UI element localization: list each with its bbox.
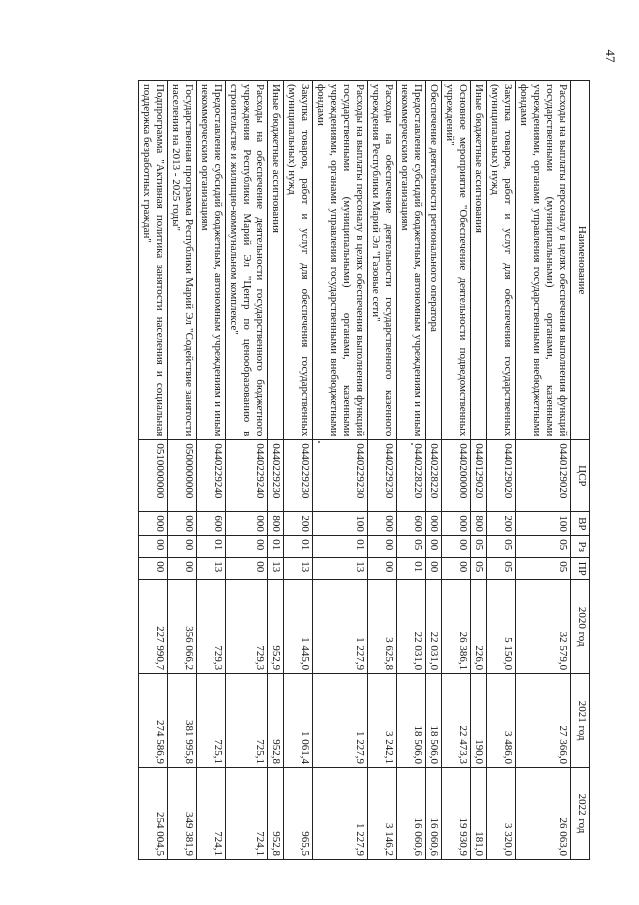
row-value-2020: 32 579,0 [516,580,571,674]
table-row [471,81,487,860]
row-value-2022: 3 146,2 [368,768,397,860]
row-rz: 00 [442,536,471,558]
row-pr: 00 [442,558,471,580]
row-pr: 05 [471,558,487,580]
row-name: Расходы на обеспечение деятельности государственного казенного учреждения Республики Марий Эл "Газовые сети" [368,81,397,440]
row-csr: 0440229230 [368,440,397,512]
row-value-2022: 181,0 [471,768,487,860]
row-name: Расходы на выплаты персоналу в целях обеспечения выполнения функций государственными (муниципальными) органами, казенными учреждениями, органами управления государственными внебюджетными фондами [313,81,368,440]
row-value-2020: 952,9 [268,580,284,674]
row-value-2022: 16 060,6 [426,768,442,860]
table-row [313,81,368,860]
row-name: Закупка товаров, работ и услуг для обеспечения государственных (муниципальных) нужд [487,81,516,440]
row-value-2021: 1 061,4 [284,674,313,768]
row-rz: 00 [168,536,197,558]
row-rz: 01 [284,536,313,558]
row-rz: 01 [268,536,284,558]
row-vr: 000 [368,512,397,536]
row-csr: 0440129020 [471,440,487,512]
row-value-2022: 965,5 [284,768,313,860]
row-vr: 000 [226,512,268,536]
header-vr: ВР [571,512,590,536]
row-name: Предоставление субсидий бюджетным, автономным учреждениям и иным некоммерческим организациям [197,81,226,440]
row-value-2020: 1 445,0 [284,580,313,674]
row-csr: 0440229240 [226,440,268,512]
header-2022: 2022 год [571,768,590,860]
row-value-2020: 3 625,8 [368,580,397,674]
row-value-2021: 190,0 [471,674,487,768]
table-row [516,81,571,860]
row-pr: 05 [487,558,516,580]
row-name: Иные бюджетные ассигнования [471,81,487,440]
row-name: Подпрограмма "Активная политика занятости населения и социальная поддержка безработных граждан" [139,81,168,440]
row-value-2020: 729,3 [226,580,268,674]
header-row [571,81,590,860]
row-pr: 00 [426,558,442,580]
table-row [197,81,226,860]
header-name: Наименование [571,81,590,440]
row-pr: 00 [139,558,168,580]
row-name: Государственная программа Республики Марий Эл "Содействие занятости населения на 2013 - 2025 годы" [168,81,197,440]
row-csr: 0440129020 [487,440,516,512]
row-pr: 13 [268,558,284,580]
table-row [268,81,284,860]
table-row [284,81,313,860]
row-rz: 05 [516,536,571,558]
row-value-2022: 26 063,0 [516,768,571,860]
row-csr: 0440229230 [313,440,368,512]
row-vr: 600 [197,512,226,536]
row-value-2020: 1 227,9 [313,580,368,674]
table-row [397,81,426,860]
row-vr: 000 [168,512,197,536]
row-csr: 0440200000 [442,440,471,512]
row-value-2021: 381 995,8 [168,674,197,768]
row-value-2021: 1 227,9 [313,674,368,768]
header-pr: ПР [571,558,590,580]
row-pr: 00 [226,558,268,580]
row-value-2022: 724,1 [226,768,268,860]
row-rz: 00 [139,536,168,558]
row-pr: 13 [284,558,313,580]
row-value-2021: 3 242,1 [368,674,397,768]
row-value-2021: 274 586,9 [139,674,168,768]
row-value-2020: 226,0 [471,580,487,674]
budget-table-rotated [70,80,590,860]
budget-table [138,80,590,860]
row-vr: 800 [471,512,487,536]
row-value-2022: 1 227,9 [313,768,368,860]
table-row [442,81,471,860]
row-csr: 0440229240 [197,440,226,512]
row-value-2021: 27 366,0 [516,674,571,768]
table-row [139,81,168,860]
table-row [487,81,516,860]
row-vr: 200 [284,512,313,536]
row-pr: 01 [397,558,426,580]
table-row [226,81,268,860]
row-value-2022: 254 004,5 [139,768,168,860]
row-pr: 13 [313,558,368,580]
row-value-2022: 3 320,0 [487,768,516,860]
row-value-2020: 26 386,1 [442,580,471,674]
row-value-2020: 227 990,7 [139,580,168,674]
row-vr: 000 [139,512,168,536]
row-vr: 600 [397,512,426,536]
page-number: 47 [603,49,618,63]
row-pr: 00 [168,558,197,580]
row-rz: 05 [471,536,487,558]
row-pr: 00 [368,558,397,580]
row-csr: 0440228220 [426,440,442,512]
row-name: Закупка товаров, работ и услуг для обеспечения государственных (муниципальных) нужд [284,81,313,440]
row-value-2021: 725,1 [226,674,268,768]
row-rz: 00 [368,536,397,558]
row-rz: 05 [397,536,426,558]
row-value-2020: 729,3 [197,580,226,674]
row-value-2022: 16 060,6 [397,768,426,860]
row-csr: 0440228220 [397,440,426,512]
table-row [168,81,197,860]
row-name: Иные бюджетные ассигнования [268,81,284,440]
table-row [426,81,442,860]
row-name: Предоставление субсидий бюджетным, автономным учреждениям и иным некоммерческим организациям [397,81,426,440]
row-value-2020: 22 031,0 [397,580,426,674]
row-value-2021: 22 473,3 [442,674,471,768]
row-vr: 800 [268,512,284,536]
row-value-2022: 952,8 [268,768,284,860]
row-value-2021: 18 506,0 [397,674,426,768]
row-rz: 05 [487,536,516,558]
table-row [368,81,397,860]
row-value-2021: 3 486,0 [487,674,516,768]
row-csr: 0440129020 [516,440,571,512]
row-rz: 00 [426,536,442,558]
row-name: Расходы на выплаты персоналу в целях обеспечения выполнения функций государственными (муниципальными) органами, казенными учреждениями, органами управления государственными внебюджетными фондами [516,81,571,440]
row-csr: 0440229230 [268,440,284,512]
row-vr: 100 [313,512,368,536]
row-vr: 000 [442,512,471,536]
row-rz: 01 [313,536,368,558]
row-value-2021: 18 506,0 [426,674,442,768]
row-name: Обеспечение деятельности регионального оператора [426,81,442,440]
row-rz: 00 [226,536,268,558]
header-rz: Рз [571,536,590,558]
row-vr: 200 [487,512,516,536]
header-2021: 2021 год [571,674,590,768]
row-value-2022: 19 930,9 [442,768,471,860]
row-pr: 13 [197,558,226,580]
row-value-2020: 356 066,2 [168,580,197,674]
row-rz: 01 [197,536,226,558]
row-name: Расходы на обеспечение деятельности государственного бюджетного учреждения Республики Марий Эл "Центр по ценообразованию в строительстве и жилищно-коммунальном комплексе" [226,81,268,440]
row-pr: 05 [516,558,571,580]
row-value-2022: 349 381,9 [168,768,197,860]
row-csr: 0440229230 [284,440,313,512]
row-name: Основное мероприятие "Обеспечение деятельности подведомственных учреждений" [442,81,471,440]
row-value-2020: 5 150,0 [487,580,516,674]
row-value-2020: 22 031,0 [426,580,442,674]
row-vr: 100 [516,512,571,536]
row-value-2022: 724,1 [197,768,226,860]
header-2020: 2020 год [571,580,590,674]
row-vr: 000 [426,512,442,536]
row-value-2021: 952,8 [268,674,284,768]
header-csr: ЦСР [571,440,590,512]
row-value-2021: 725,1 [197,674,226,768]
row-csr: 0500000000 [168,440,197,512]
row-csr: 0510000000 [139,440,168,512]
